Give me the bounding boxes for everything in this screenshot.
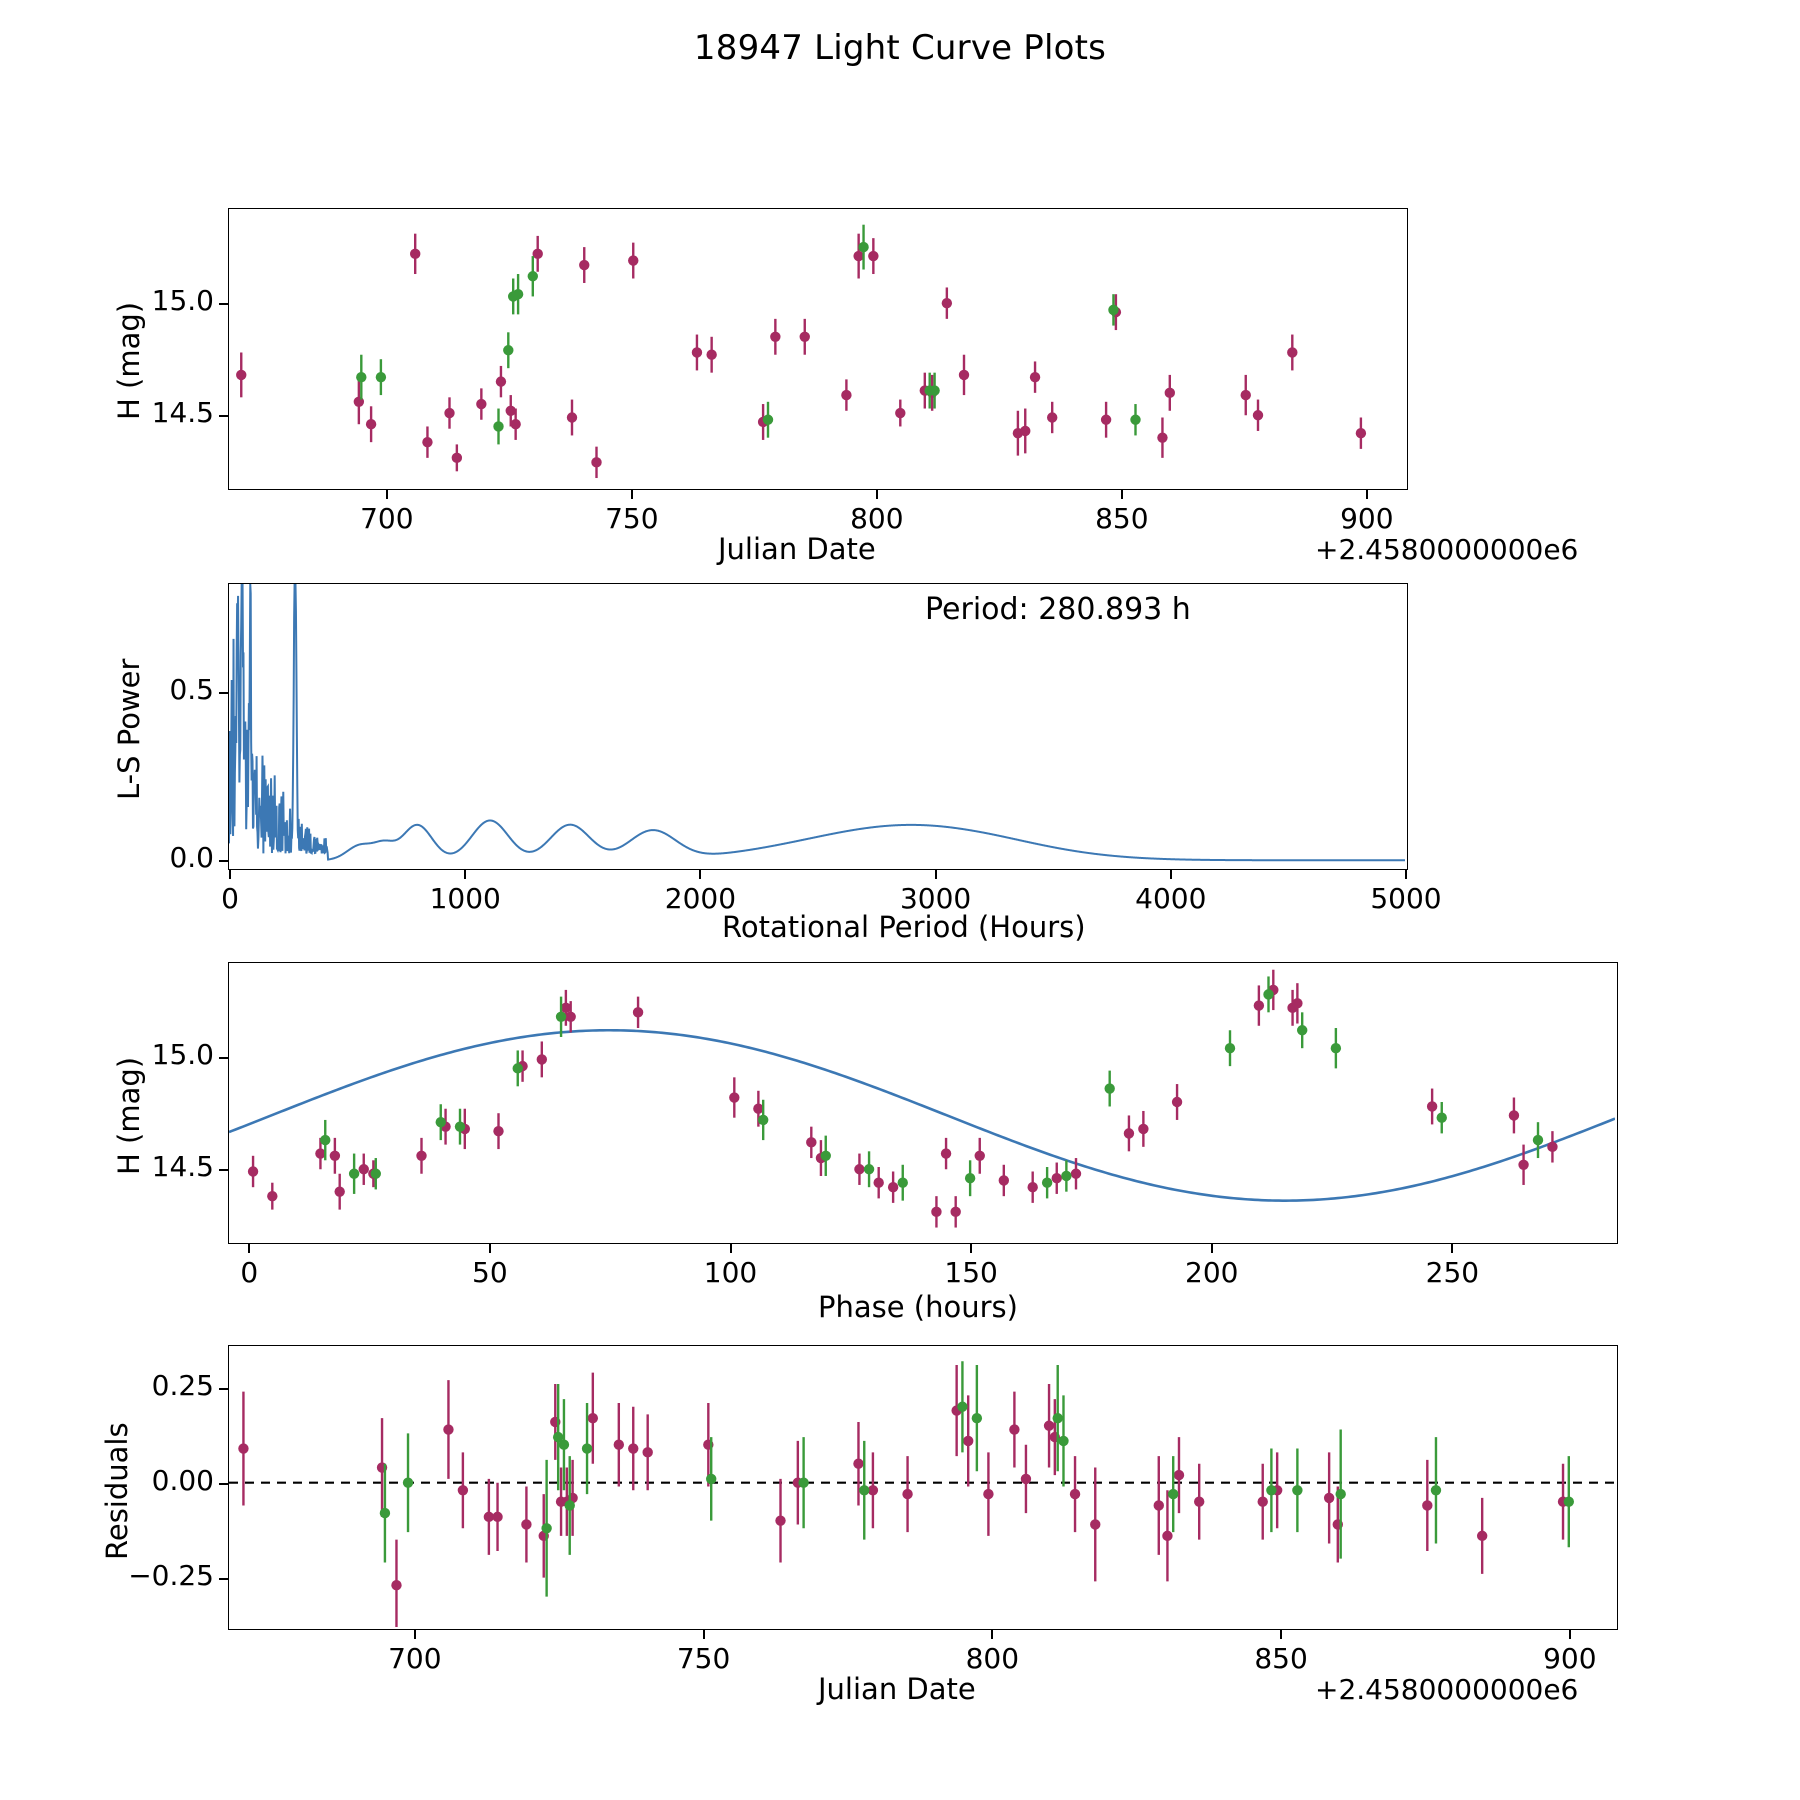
axis-label-y-panel1: H (mag)	[112, 301, 146, 420]
axis-label-x-panel4: Julian Date	[818, 1672, 976, 1706]
axis-tick-label: 14.5	[151, 1150, 214, 1184]
axis-tick-mark	[219, 1578, 228, 1580]
axis-tick-label: 0.5	[169, 672, 214, 706]
series-filter-magenta	[238, 1365, 1568, 1627]
phase-folded-plot-area	[229, 963, 1615, 1241]
axis-tick-label: −0.25	[128, 1558, 214, 1592]
axis-tick-label: 0	[221, 882, 239, 915]
axis-tick-mark	[1121, 490, 1123, 499]
axis-tick-label: 800	[965, 1642, 1020, 1675]
axis-tick-label: 15.0	[151, 1038, 214, 1072]
axis-tick-label: 1000	[429, 882, 501, 915]
axis-tick-label: 3000	[899, 882, 972, 915]
axis-tick-label: 0	[240, 1256, 259, 1289]
axis-tick-label: 200	[1185, 1256, 1239, 1289]
axis-tick-mark	[1405, 870, 1407, 879]
axis-tick-label: 850	[1095, 502, 1149, 535]
axis-label-x-panel1: Julian Date	[718, 532, 876, 566]
axis-offset-panel4: +2.4580000000e6	[1315, 1673, 1579, 1706]
axis-tick-label: 700	[360, 502, 414, 535]
axis-tick-label: 750	[605, 502, 659, 535]
axis-tick-label: 0.00	[151, 1463, 214, 1497]
axis-label-x-panel3: Phase (hours)	[818, 1290, 1018, 1324]
axis-tick-mark	[386, 490, 388, 499]
period-annotation: Period: 280.893 h	[925, 592, 1191, 627]
axis-tick-mark	[219, 1388, 228, 1390]
axis-tick-label: 2000	[664, 882, 737, 915]
axis-tick-mark	[935, 870, 937, 879]
axis-tick-mark	[464, 870, 466, 879]
residuals-plot-area	[229, 1346, 1615, 1627]
axis-tick-label: 5000	[1370, 882, 1442, 915]
axis-tick-label: 150	[944, 1256, 998, 1289]
axis-tick-label: 15.0	[151, 284, 214, 318]
axis-tick-mark	[219, 1169, 228, 1171]
axis-tick-label: 100	[703, 1256, 758, 1289]
axis-tick-mark	[1451, 1244, 1453, 1253]
axis-tick-mark	[699, 870, 701, 879]
time-series-plot-area	[229, 209, 1405, 487]
axis-label-x-panel2: Rotational Period (Hours)	[722, 910, 1086, 944]
axis-tick-mark	[248, 1244, 250, 1253]
axis-tick-mark	[219, 303, 228, 305]
axis-tick-mark	[1366, 490, 1368, 499]
axis-tick-label: 4000	[1135, 882, 1207, 915]
series-filter-green	[320, 976, 1543, 1200]
axis-tick-label: 14.5	[151, 396, 214, 430]
series-filter-green	[380, 1361, 1574, 1596]
axis-tick-mark	[489, 1244, 491, 1253]
axis-tick-mark	[1569, 1630, 1571, 1639]
panel-residuals	[228, 1345, 1618, 1630]
axis-tick-mark	[219, 415, 228, 417]
axis-tick-label: 50	[472, 1256, 508, 1289]
axis-tick-mark	[219, 692, 228, 694]
axis-label-y-panel4: Residuals	[100, 1422, 134, 1560]
series-filter-green	[356, 225, 1141, 445]
axis-tick-label: 700	[388, 1642, 442, 1675]
axis-tick-label: 800	[850, 502, 904, 535]
panel-phase-folded-light-curve	[228, 962, 1618, 1244]
axis-tick-label: 900	[1340, 502, 1394, 535]
axis-label-y-panel3: H (mag)	[112, 1056, 146, 1175]
axis-tick-label: 250	[1425, 1256, 1480, 1289]
axis-tick-mark	[703, 1630, 705, 1639]
axis-tick-mark	[631, 490, 633, 499]
axis-tick-label: 850	[1254, 1642, 1308, 1675]
axis-tick-mark	[219, 1483, 228, 1485]
axis-tick-mark	[219, 1057, 228, 1059]
series-filter-magenta	[236, 234, 1366, 478]
axis-tick-label: 900	[1543, 1642, 1597, 1675]
axis-tick-mark	[1170, 870, 1172, 879]
axis-tick-mark	[229, 870, 231, 879]
axis-tick-mark	[730, 1244, 732, 1253]
axis-tick-mark	[991, 1630, 993, 1639]
axis-tick-mark	[876, 490, 878, 499]
axis-tick-label: 0.0	[169, 841, 214, 875]
axis-tick-label: 0.25	[151, 1368, 214, 1402]
axis-tick-mark	[970, 1244, 972, 1253]
periodogram-plot-area	[229, 584, 1405, 867]
panel-light-curve-time-series	[228, 208, 1408, 490]
axis-tick-mark	[1211, 1244, 1213, 1253]
axis-tick-label: 750	[676, 1642, 731, 1675]
axis-tick-mark	[219, 860, 228, 862]
axis-label-y-panel2: L-S Power	[112, 658, 146, 800]
panel-lomb-scargle-periodogram	[228, 583, 1408, 870]
axis-offset-panel1: +2.4580000000e6	[1315, 533, 1579, 566]
axis-tick-mark	[1280, 1630, 1282, 1639]
axis-tick-mark	[414, 1630, 416, 1639]
page-title: 18947 Light Curve Plots	[693, 28, 1107, 68]
